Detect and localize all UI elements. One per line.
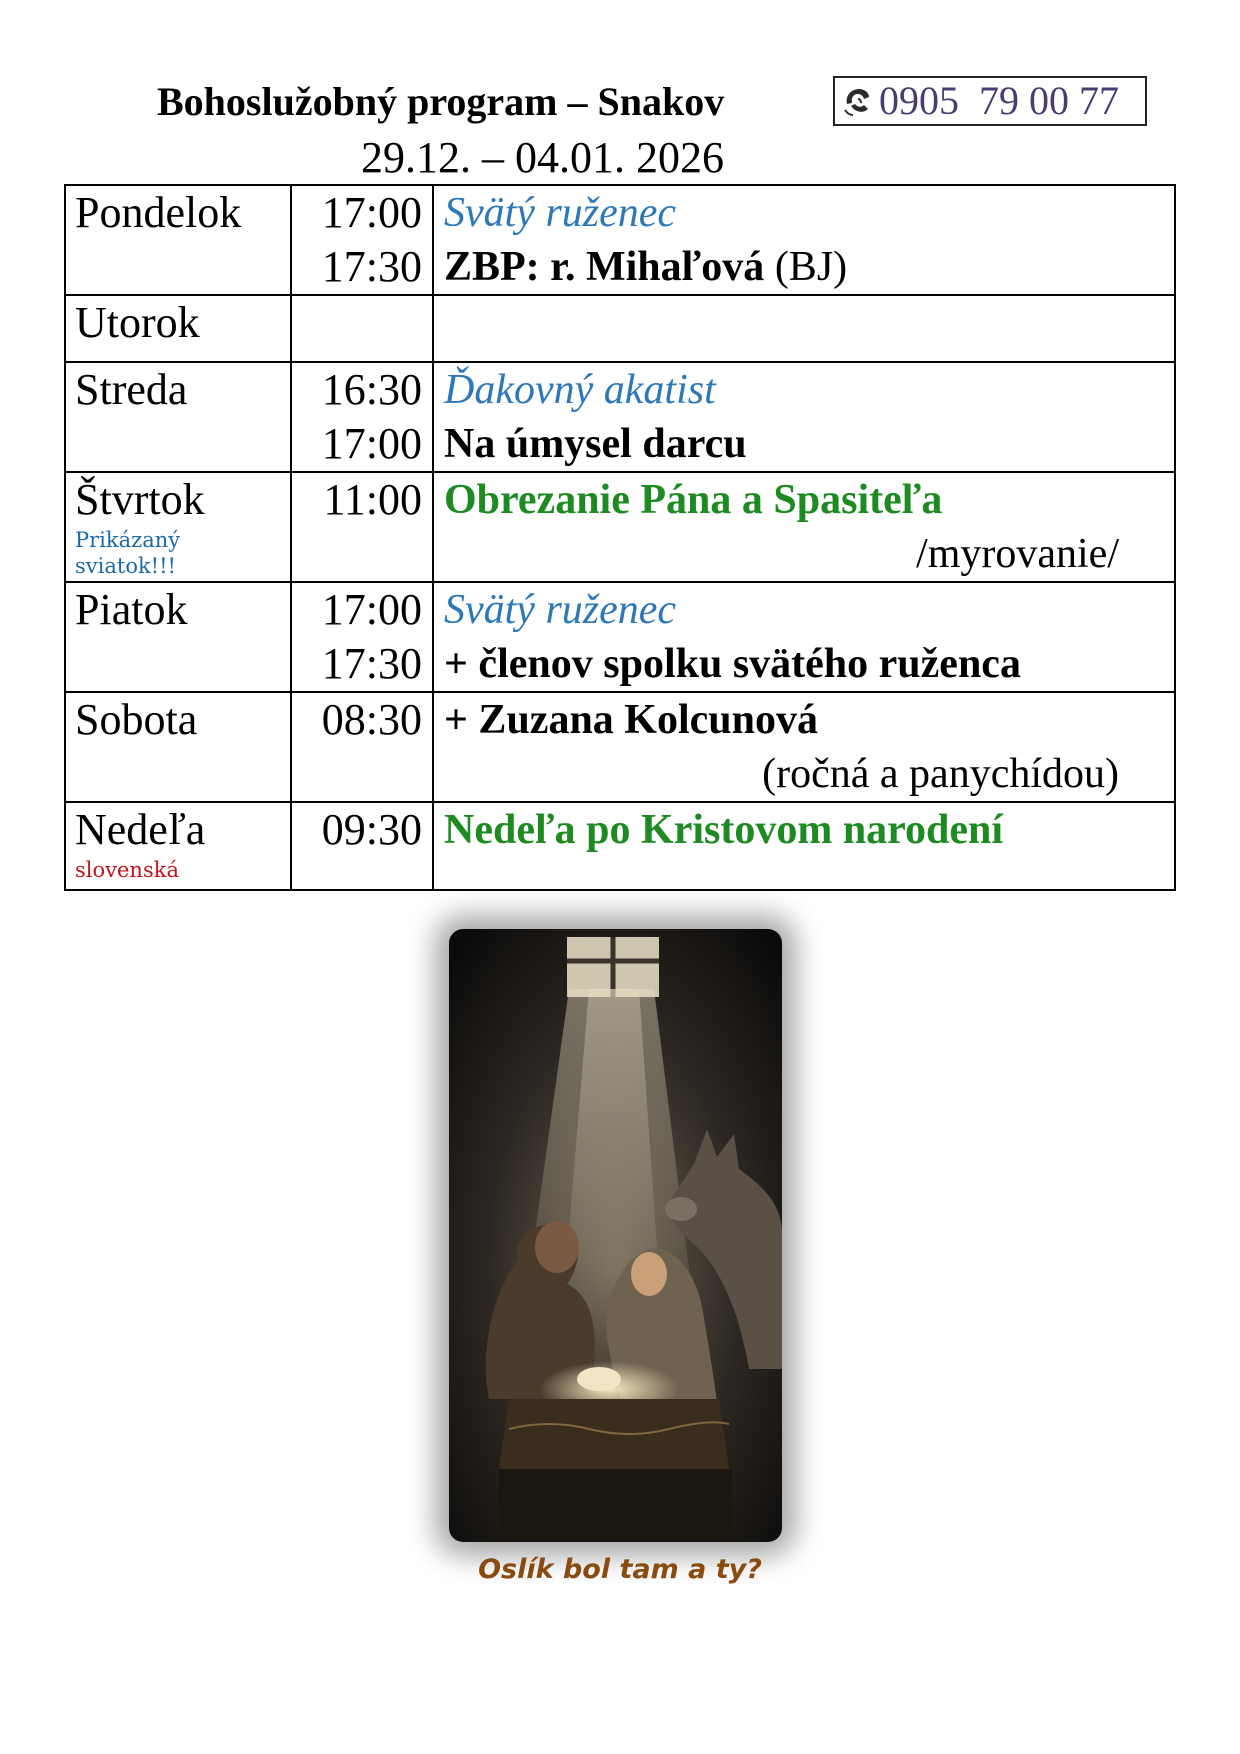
event-line [444,693,1119,747]
service-time: 08:30 [321,695,422,744]
event-cell [433,692,1175,802]
service-time: 16:30 [321,365,422,414]
event-line [444,363,1119,417]
time-cell [291,295,433,362]
event-text: Na úmysel darcu [444,421,747,467]
event-line [444,473,1119,527]
service-time: 17:30 [321,639,422,688]
event-cell [433,295,1175,362]
time-cell [291,185,433,295]
day-name: Piatok [75,585,188,634]
event-line [444,637,1119,691]
schedule-row [65,472,1175,582]
nativity-scene-image [449,929,782,1542]
event-cell [433,802,1175,890]
day-note: slovenská [75,858,179,882]
event-line [444,803,1119,857]
schedule-table [64,184,1176,891]
time-cell [291,362,433,472]
day-name: Utorok [75,298,200,347]
day-name: Pondelok [75,188,242,237]
day-cell [65,582,291,692]
event-text: + členov spolku svätého ruženca [444,641,1021,687]
day-cell [65,295,291,362]
event-line [444,240,1119,294]
event-suffix: (BJ) [764,244,848,290]
day-name: Streda [75,365,188,414]
event-cell [433,582,1175,692]
event-cell [433,185,1175,295]
nativity-illustration [449,929,782,1542]
service-time: 17:00 [321,188,422,237]
event-line [444,747,1119,801]
phone-icon [841,84,875,118]
date-range: 29.12. – 04.01. 2026 [361,133,724,182]
service-time: 17:00 [321,419,422,468]
day-note: Prikázaný sviatok!!! [75,528,181,578]
day-cell [65,362,291,472]
schedule-row [65,185,1175,295]
event-line [444,186,1119,240]
event-line [444,583,1119,637]
day-name: Sobota [75,695,198,744]
image-caption: Oslík bol tam a ty? [478,1554,762,1585]
time-cell [291,692,433,802]
service-time: 09:30 [321,805,422,854]
phone-box [833,76,1147,126]
schedule-row [65,362,1175,472]
event-text: Ďakovný akatist [444,367,716,413]
event-text: Obrezanie Pána a Spasiteľa [444,477,943,523]
day-cell [65,472,291,582]
day-cell [65,185,291,295]
event-text: ZBP: r. Mihaľová [444,244,765,290]
page-title: Bohoslužobný program – Snakov [157,79,725,124]
event-cell [433,362,1175,472]
schedule-row [65,295,1175,362]
schedule-row [65,582,1175,692]
event-text: Nedeľa po Kristovom narodení [444,807,1004,853]
time-cell [291,472,433,582]
time-cell [291,582,433,692]
day-cell [65,802,291,890]
event-text: + Zuzana Kolcunová [444,697,819,743]
event-cell [433,472,1175,582]
event-line [444,527,1119,581]
phone-number: 0905 79 00 77 [879,78,1119,123]
event-text: Svätý ruženec [444,587,677,633]
day-cell [65,692,291,802]
day-name: Štvrtok [75,475,205,524]
event-text: /myrovanie/ [916,531,1119,577]
time-cell [291,802,433,890]
event-line [444,417,1119,471]
service-time: 17:30 [321,242,422,291]
event-text: (ročná a panychídou) [762,751,1119,797]
service-time: 11:00 [323,475,422,524]
service-time: 17:00 [321,585,422,634]
event-text: Svätý ruženec [444,190,677,236]
schedule-row [65,692,1175,802]
day-name: Nedeľa [75,805,206,854]
schedule-row [65,802,1175,890]
